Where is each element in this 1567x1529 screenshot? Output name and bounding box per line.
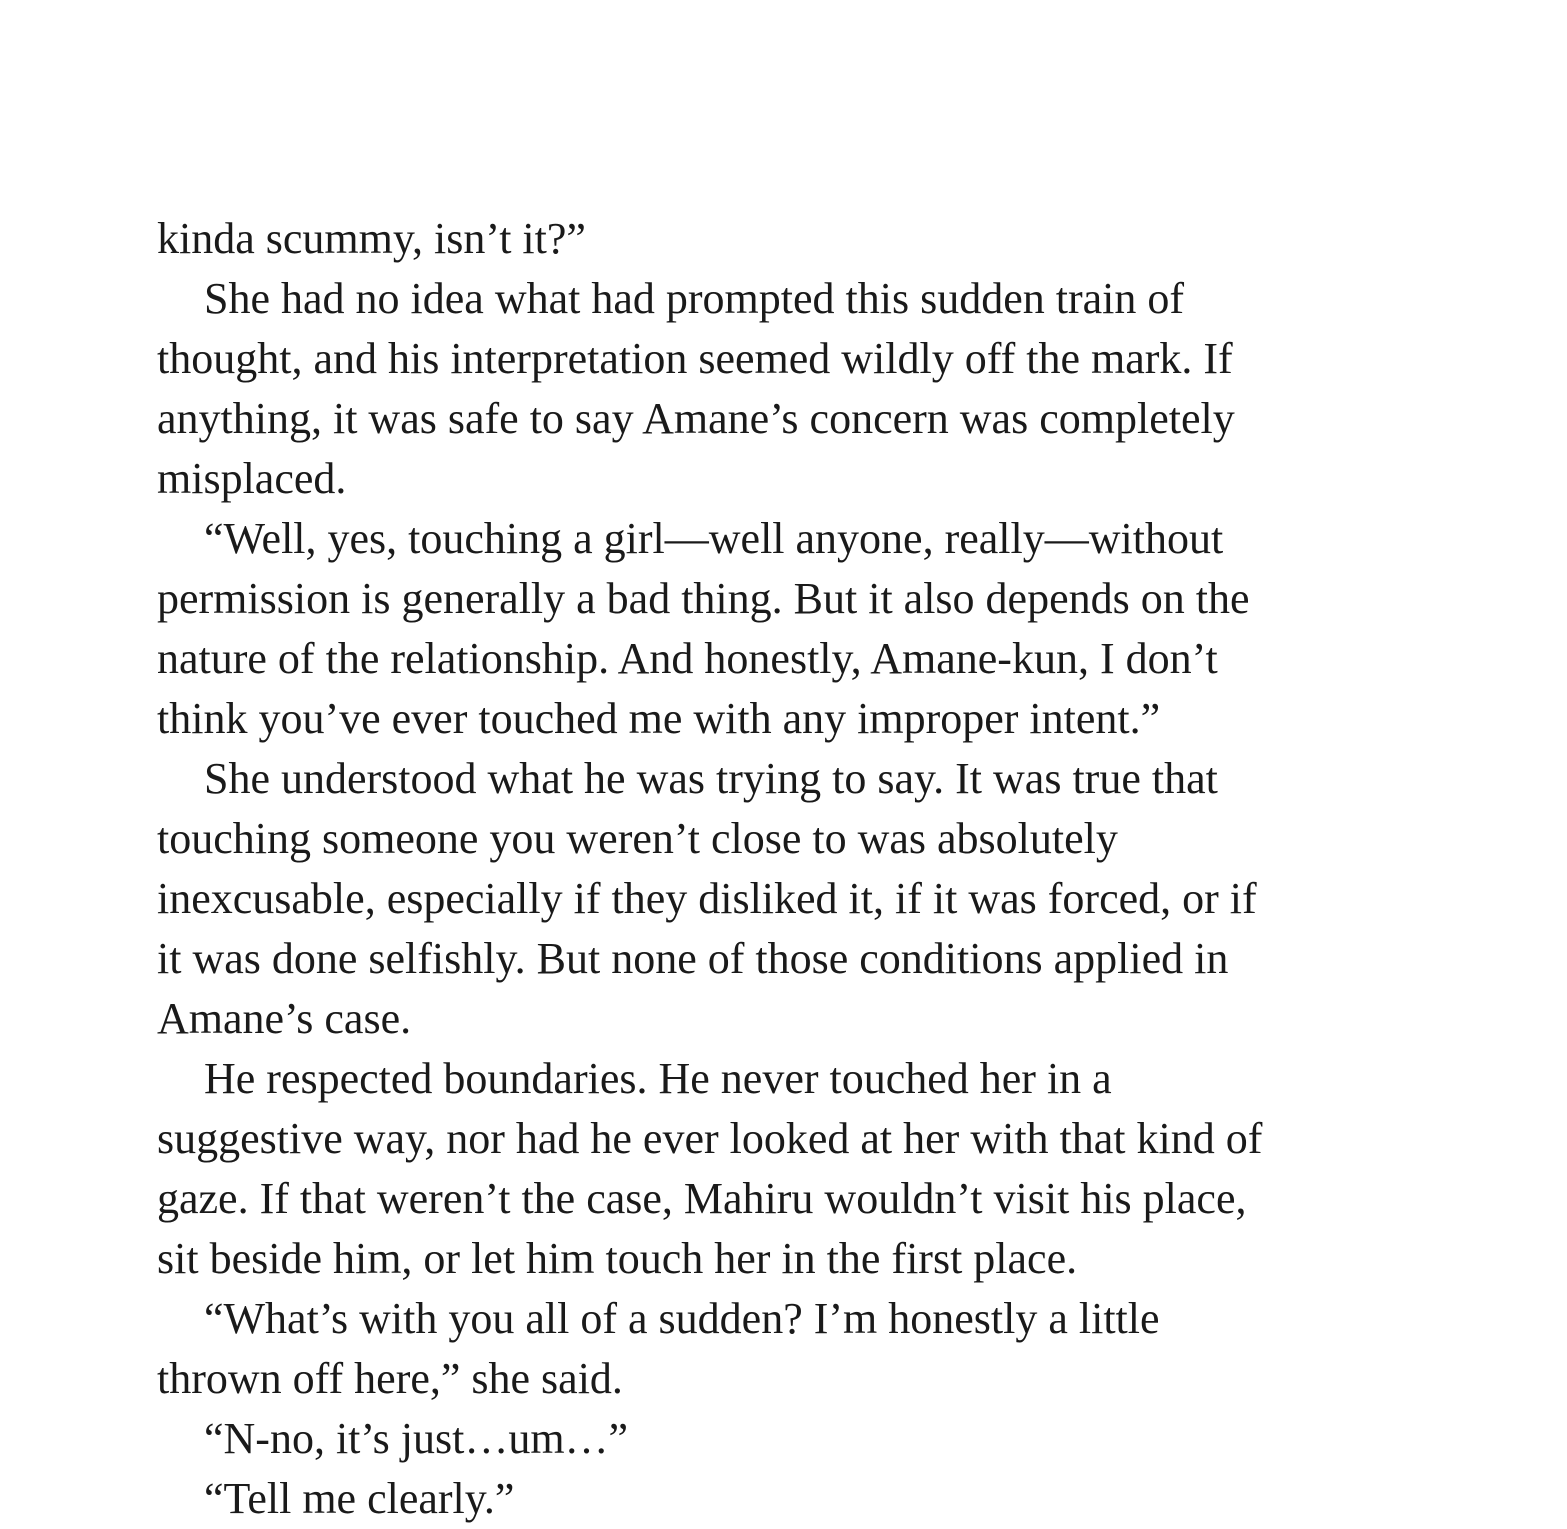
text-line: suggestive way, nor had he ever looked at her with that kind of xyxy=(157,1114,1263,1163)
text-line: gaze. If that weren’t the case, Mahiru wouldn’t visit his place, xyxy=(157,1174,1247,1223)
text-line: anything, it was safe to say Amane’s concern was completely xyxy=(157,394,1235,443)
text-line: inexcusable, especially if they disliked it, if it was forced, or if xyxy=(157,874,1257,923)
text-line: thought, and his interpretation seemed wildly off the mark. If xyxy=(157,334,1233,383)
text-line: permission is generally a bad thing. But it also depends on the xyxy=(157,574,1250,623)
text-line: “Well, yes, touching a girl—well anyone, really—without xyxy=(204,514,1224,563)
text-line: think you’ve ever touched me with any improper intent.” xyxy=(157,694,1161,743)
text-line: kinda scummy, isn’t it?” xyxy=(157,214,586,263)
text-line: He respected boundaries. He never touched her in a xyxy=(204,1054,1112,1103)
text-line: Amane’s case. xyxy=(157,994,412,1043)
text-line: She understood what he was trying to say. It was true that xyxy=(204,754,1218,803)
text-line: misplaced. xyxy=(157,454,347,503)
text-line: “N-no, it’s just…um…” xyxy=(204,1414,629,1463)
book-page-text xyxy=(157,209,1417,1529)
text-line: nature of the relationship. And honestly, Amane-kun, I don’t xyxy=(157,634,1218,683)
text-line: it was done selfishly. But none of those conditions applied in xyxy=(157,934,1229,983)
text-line: thrown off here,” she said. xyxy=(157,1354,623,1403)
text-line: sit beside him, or let him touch her in the first place. xyxy=(157,1234,1078,1283)
text-line: “What’s with you all of a sudden? I’m honestly a little xyxy=(204,1294,1160,1343)
text-line: touching someone you weren’t close to was absolutely xyxy=(157,814,1118,863)
text-line: “Tell me clearly.” xyxy=(204,1474,515,1523)
text-line: She had no idea what had prompted this sudden train of xyxy=(204,274,1185,323)
